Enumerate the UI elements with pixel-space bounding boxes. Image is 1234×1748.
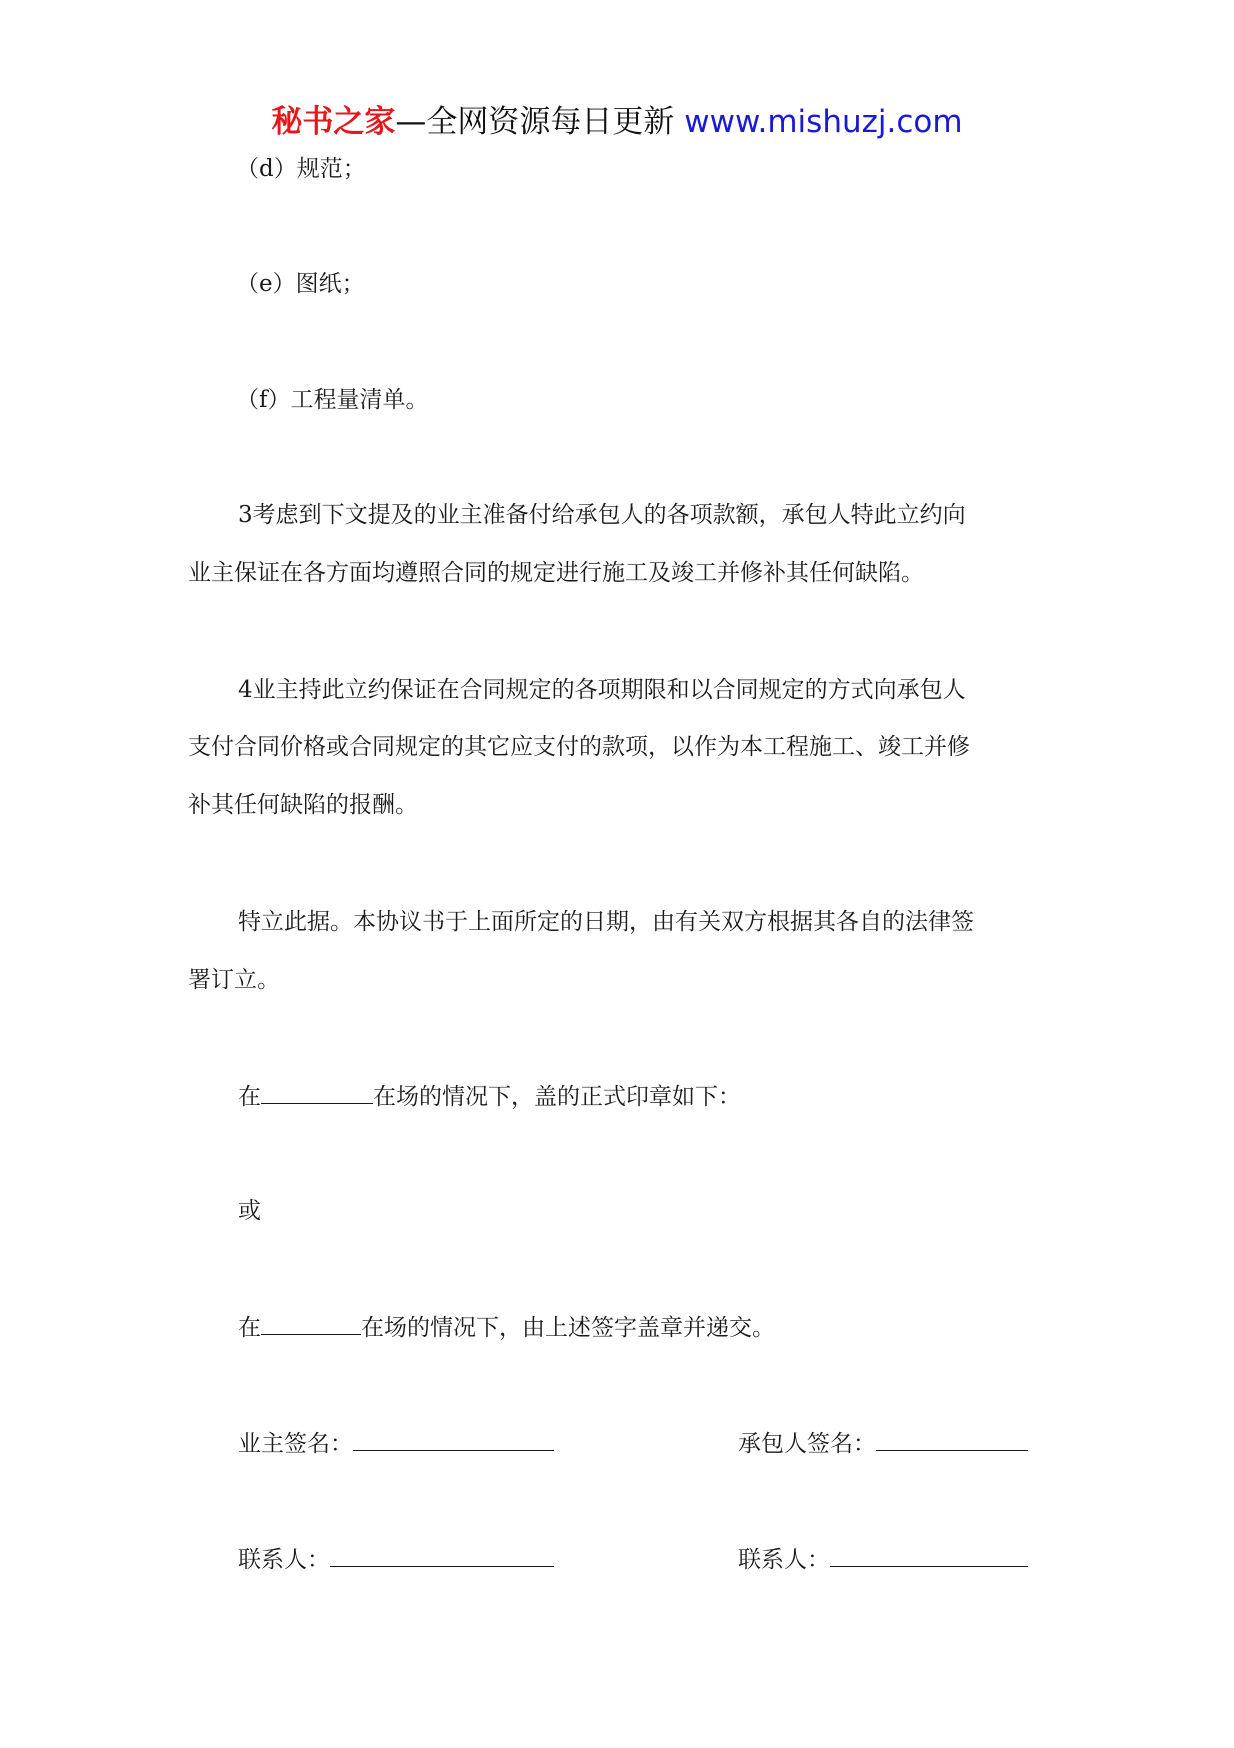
contractor-signature-label: 承包人签名： (738, 1431, 876, 1457)
site-url-link[interactable]: www.mishuzj.com (684, 104, 963, 140)
site-brand: 秘书之家 (271, 104, 396, 140)
owner-signature-blank[interactable] (353, 1428, 554, 1451)
sign-line-suffix: 在场的情况下，由上述签字盖章并递交。 (361, 1315, 775, 1341)
owner-contact (238, 1544, 554, 1575)
item-e: （e）图纸； (236, 271, 365, 297)
owner-contact-label: 联系人： (238, 1547, 330, 1573)
owner-contact-blank[interactable] (330, 1544, 554, 1567)
seal-line-suffix: 在场的情况下，盖的正式印章如下： (373, 1084, 741, 1110)
seal-witness-blank[interactable] (261, 1081, 373, 1104)
item-d: （d）规范； (236, 156, 366, 182)
or-text: 或 (238, 1198, 261, 1224)
contractor-contact-label: 联系人： (738, 1547, 830, 1573)
sign-witness-blank[interactable] (261, 1312, 361, 1335)
site-header (0, 100, 1234, 144)
clause3-line2: 业主保证在各方面均遵照合同的规定进行施工及竣工并修补其任何缺陷。 (188, 560, 924, 586)
closing-line1: 特立此据。本协议书于上面所定的日期，由有关双方根据其各自的法律签 (238, 909, 974, 935)
contractor-signature (738, 1428, 1028, 1459)
sign-line (238, 1312, 775, 1343)
closing-line2: 署订立。 (188, 967, 280, 993)
clause4-line1: 4业主持此立约保证在合同规定的各项期限和以合同规定的方式向承包人 (238, 677, 966, 703)
owner-signature (238, 1428, 554, 1459)
contractor-contact-blank[interactable] (830, 1544, 1028, 1567)
clause4-line2: 支付合同价格或合同规定的其它应支付的款项，以作为本工程施工、竣工并修 (188, 734, 970, 760)
sign-line-prefix: 在 (238, 1315, 261, 1341)
item-f: （f）工程量清单。 (236, 387, 429, 413)
seal-line-prefix: 在 (238, 1084, 261, 1110)
clause3-line1: 3考虑到下文提及的业主准备付给承包人的各项款额，承包人特此立约向 (238, 502, 966, 528)
site-tagline: —全网资源每日更新 (395, 104, 675, 140)
seal-line (238, 1081, 741, 1112)
contractor-contact (738, 1544, 1028, 1575)
owner-signature-label: 业主签名： (238, 1431, 353, 1457)
contractor-signature-blank[interactable] (876, 1428, 1028, 1451)
clause4-line3: 补其任何缺陷的报酬。 (188, 792, 418, 818)
